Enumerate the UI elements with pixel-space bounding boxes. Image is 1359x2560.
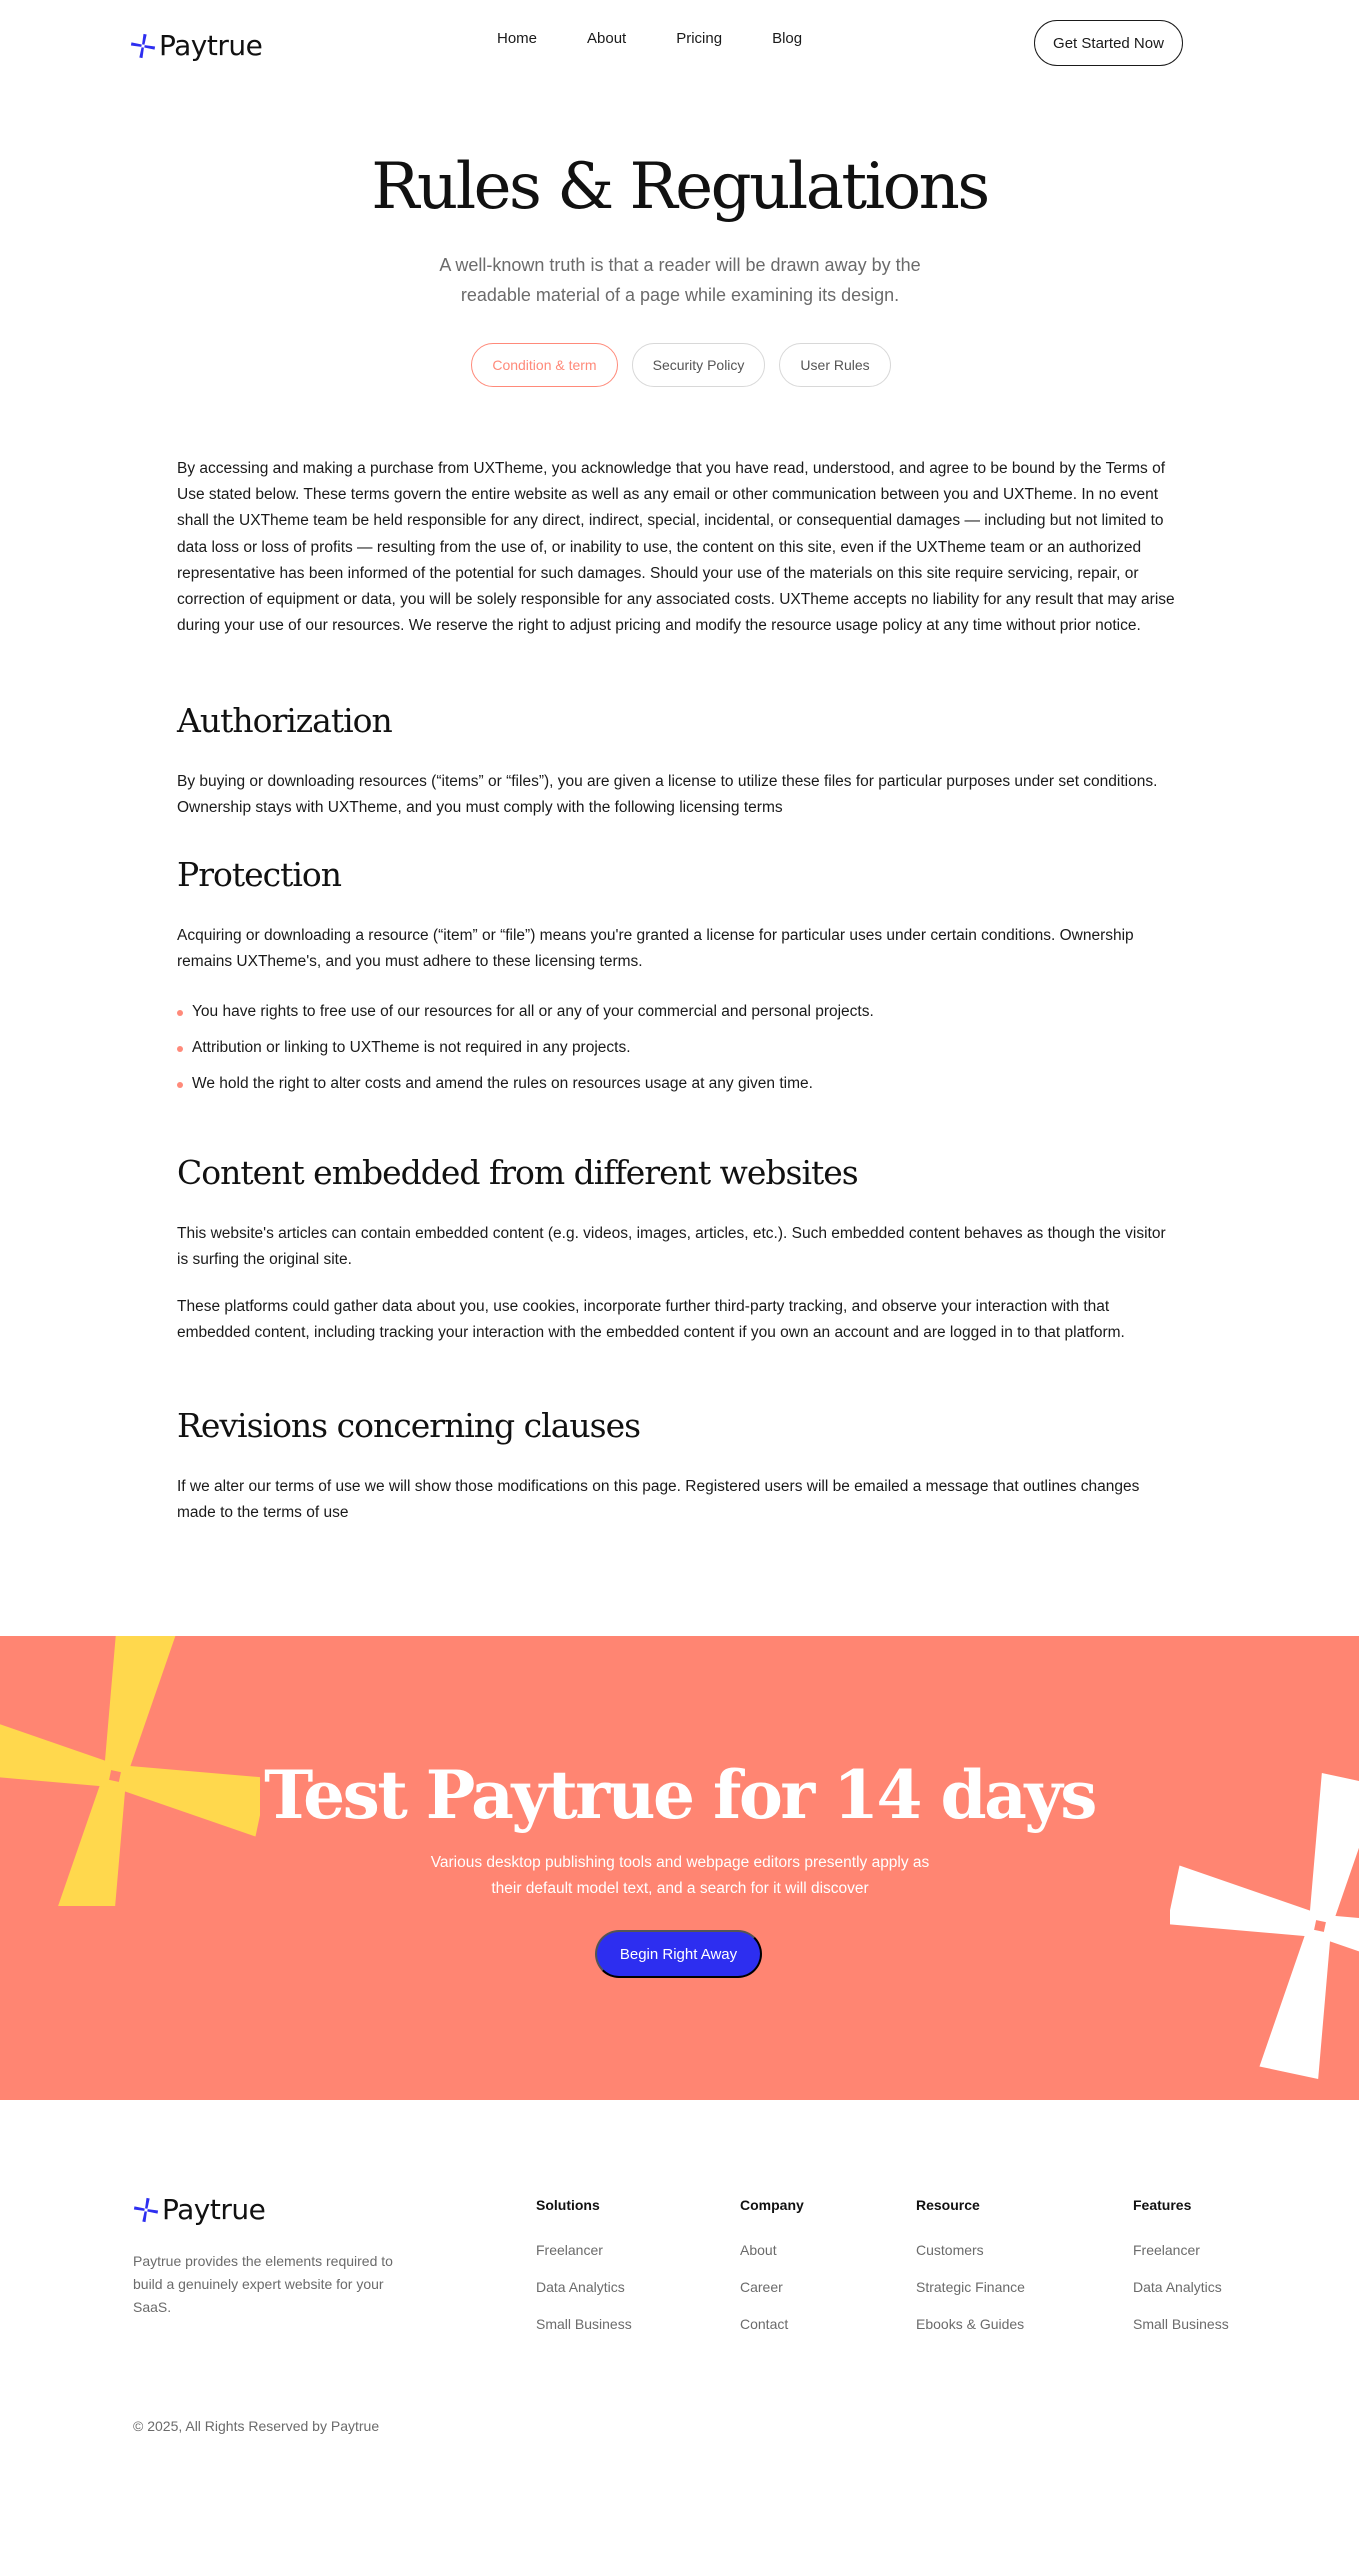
protection-list bbox=[177, 999, 877, 1108]
logo-wordmark: Paytrue bbox=[162, 2193, 266, 2226]
paytrue-logo-icon bbox=[133, 2197, 159, 2223]
footer-link[interactable]: Customers bbox=[916, 2242, 984, 2258]
footer-link[interactable]: Small Business bbox=[1133, 2316, 1229, 2332]
footer-link[interactable]: Career bbox=[740, 2279, 783, 2295]
footer-column-features bbox=[1133, 2197, 1229, 2352]
embedded-heading: Content embedded from different websites bbox=[177, 1153, 858, 1192]
list-item: Attribution or linking to UXTheme is not required in any projects. bbox=[177, 1035, 867, 1061]
trial-subtitle: Various desktop publishing tools and webpage editors presently apply as their default model text, and a search for it will discover bbox=[430, 1854, 930, 1897]
revisions-text: If we alter our terms of use we will show those modifications on this page. Registered users will be emailed a message that outlines changes made to the terms of use bbox=[177, 1478, 1140, 1522]
header-logo[interactable] bbox=[130, 29, 262, 62]
trial-title: Test Paytrue for 14 days bbox=[264, 1756, 1095, 1834]
protection-heading: Protection bbox=[177, 855, 342, 894]
footer-column-solutions bbox=[536, 2197, 632, 2352]
site-header bbox=[0, 0, 1359, 86]
footer-link[interactable]: Ebooks & Guides bbox=[916, 2316, 1025, 2332]
embedded-text-1: This website's articles can contain embedded content (e.g. videos, images, articles, etc.). Such embedded content behaves as though the visitor is surfing the original site. bbox=[177, 1225, 1166, 1269]
revisions-heading: Revisions concerning clauses bbox=[177, 1406, 641, 1445]
nav-home[interactable]: Home bbox=[497, 30, 538, 47]
footer-column-title: Features bbox=[1133, 2197, 1192, 2213]
page-subtitle: A well-known truth is that a reader will be drawn away by the readable material of a page while examining its design. bbox=[439, 255, 921, 305]
intro-paragraph: By accessing and making a purchase from UXTheme, you acknowledge that you have read, understood, and agree to be bound by the Terms of Use stated below. These terms govern the entire website as well as any email or other communication between you and UXTheme. In no event shall the UXTheme team be held responsible for any direct, indirect, special, incidental, or consequential damages — including but not limited to data loss or loss of profits — resulting from the use of, or inability to use, the content on this site, even if the UXTheme team or an authorized representative has been informed of the potential for such damages. Should your use of the materials on this site require servicing, repair, or correction of equipment or data, you will be solely responsible for any associated costs. UXTheme accepts no liability for any result that may arise during your use of our resources. We reserve the right to adjust pricing and modify the resource usage policy at any time without prior notice. bbox=[177, 460, 1175, 635]
footer-logo[interactable] bbox=[133, 2193, 265, 2226]
footer-description: Paytrue provides the elements required to build a genuinely expert website for your SaaS. bbox=[133, 2253, 393, 2315]
page-title: Rules & Regulations bbox=[371, 150, 988, 224]
footer-link[interactable]: About bbox=[740, 2242, 777, 2258]
tab-user-rules[interactable]: User Rules bbox=[779, 343, 890, 387]
list-item: You have rights to free use of our resources for all or any of your commercial and personal projects. bbox=[177, 999, 877, 1025]
footer-link[interactable]: Small Business bbox=[536, 2316, 632, 2332]
main-nav bbox=[497, 30, 852, 47]
footer-link[interactable]: Freelancer bbox=[1133, 2242, 1200, 2258]
copyright: © 2025, All Rights Reserved by Paytrue bbox=[133, 2418, 380, 2434]
bullet-dot-icon bbox=[177, 1082, 183, 1088]
trial-cta-section bbox=[0, 1636, 1359, 2100]
policy-tabs bbox=[0, 343, 1359, 387]
footer-link[interactable]: Freelancer bbox=[536, 2242, 603, 2258]
footer-column-title: Solutions bbox=[536, 2197, 600, 2213]
footer-column-title: Resource bbox=[916, 2197, 980, 2213]
authorization-heading: Authorization bbox=[177, 701, 392, 740]
footer-link[interactable]: Strategic Finance bbox=[916, 2279, 1025, 2295]
footer-link[interactable]: Data Analytics bbox=[536, 2279, 625, 2295]
protection-text: Acquiring or downloading a resource (“item” or “file”) means you're granted a license for particular uses under certain conditions. Ownership remains UXTheme's, and you must adhere to these licensing terms. bbox=[177, 927, 1134, 971]
bullet-dot-icon bbox=[177, 1046, 183, 1052]
footer-link[interactable]: Data Analytics bbox=[1133, 2279, 1222, 2295]
nav-pricing[interactable]: Pricing bbox=[676, 30, 723, 47]
footer-column-company bbox=[740, 2197, 804, 2352]
footer-link[interactable]: Contact bbox=[740, 2316, 789, 2332]
nav-blog[interactable]: Blog bbox=[772, 30, 803, 47]
begin-button[interactable]: Begin Right Away bbox=[595, 1930, 762, 1978]
bullet-dot-icon bbox=[177, 1010, 183, 1016]
logo-wordmark: Paytrue bbox=[159, 29, 263, 62]
footer-column-resource bbox=[916, 2197, 1025, 2352]
authorization-text: By buying or downloading resources (“items” or “files”), you are given a license to utilize these files for particular purposes under set conditions. Ownership stays with UXTheme, and you must comply with the following licensing terms bbox=[177, 773, 1158, 817]
tab-condition-term[interactable]: Condition & term bbox=[471, 343, 617, 387]
list-item: We hold the right to alter costs and amend the rules on resources usage at any given time. bbox=[177, 1071, 897, 1097]
paytrue-logo-icon bbox=[130, 33, 156, 59]
get-started-button[interactable]: Get Started Now bbox=[1034, 20, 1183, 66]
nav-about[interactable]: About bbox=[587, 30, 627, 47]
tab-security-policy[interactable]: Security Policy bbox=[632, 343, 766, 387]
embedded-text-2: These platforms could gather data about you, use cookies, incorporate further third-party tracking, and observe your interaction with that embedded content, including tracking your interaction with the embedded content if you own an account and are logged in to that platform. bbox=[177, 1298, 1125, 1342]
footer-column-title: Company bbox=[740, 2197, 804, 2213]
